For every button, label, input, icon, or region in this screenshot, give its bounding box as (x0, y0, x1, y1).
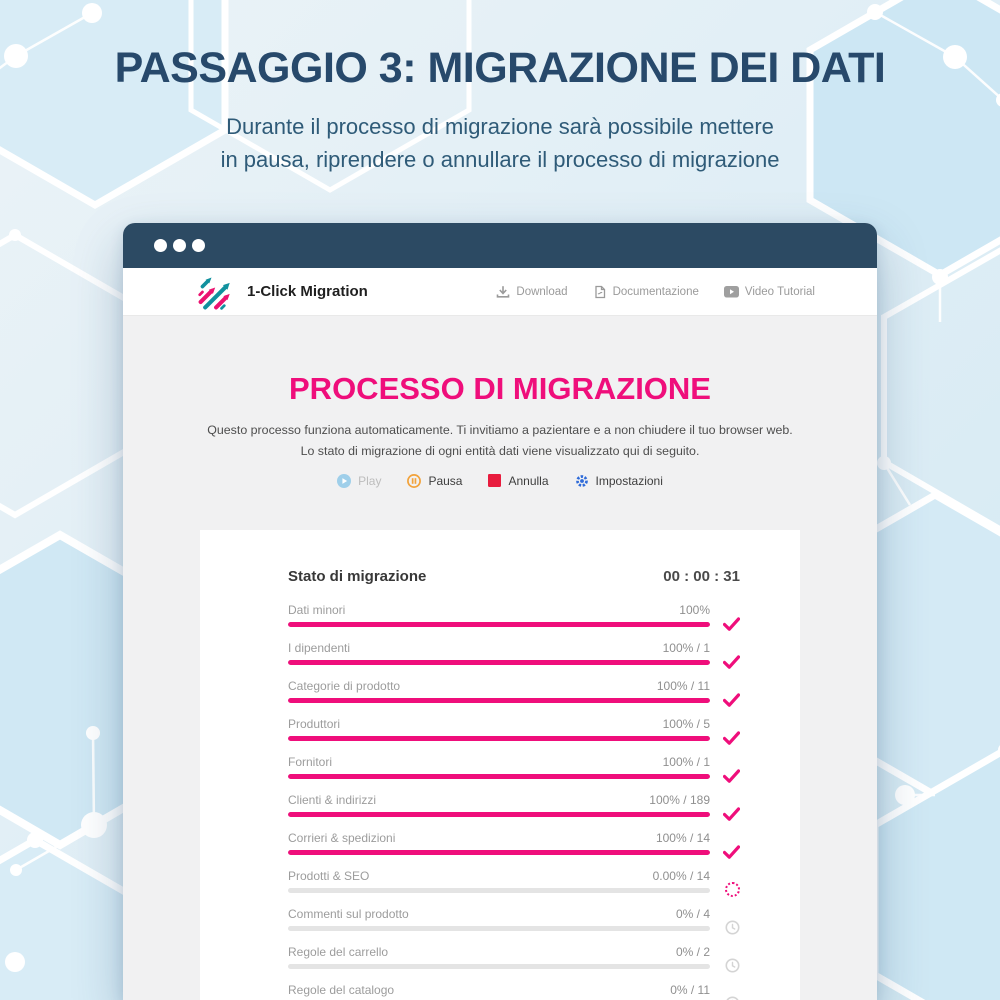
migration-controls (337, 474, 663, 488)
page-title: PASSAGGIO 3: MIGRAZIONE DEI DATI (114, 44, 886, 92)
spinner-icon (725, 882, 740, 897)
browser-window (123, 223, 877, 1000)
migration-row (288, 793, 740, 817)
progress-bar (288, 736, 710, 741)
progress-bar-fill (288, 698, 710, 703)
nav-item-label: Documentazione (612, 285, 699, 298)
entity-progress-value: 0.00% / 14 (652, 868, 710, 883)
migration-row (288, 717, 740, 741)
entity-label: Corrieri & spedizioni (288, 830, 396, 845)
clock-icon (725, 958, 740, 973)
pause-button-label: Pausa (428, 473, 463, 488)
progress-bar (288, 888, 710, 893)
migration-row (288, 641, 740, 665)
migration-description-line1: Questo processo funziona automaticamente. Ti invitiamo a pazientare e a non chiudere il tuo browser web. (207, 423, 793, 437)
check-icon (723, 731, 740, 745)
progress-bar (288, 926, 710, 931)
entity-label: Regole del catalogo (288, 982, 395, 997)
migration-row (288, 869, 740, 893)
play-button-label: Play (358, 473, 382, 488)
play-icon (337, 474, 351, 488)
migration-row (288, 983, 740, 1000)
check-icon (723, 693, 740, 707)
migration-status-card (200, 530, 800, 1000)
check-icon (723, 807, 740, 821)
elapsed-timer: 00 : 00 : 31 (663, 567, 740, 585)
entity-label: Produttori (288, 716, 341, 731)
entity-progress-value: 0% / 11 (670, 982, 710, 997)
migration-description-line2: Lo stato di migrazione di ogni entità dati viene visualizzato qui di seguito. (300, 444, 700, 459)
nav-item-video-tutorial[interactable] (724, 286, 815, 298)
app-title: 1-Click Migration (247, 283, 368, 300)
video-play-icon (724, 286, 739, 298)
progress-bar-fill (288, 660, 710, 665)
pdf-document-icon (593, 285, 607, 299)
entity-progress-value: 100% (679, 602, 710, 617)
progress-bar (288, 660, 710, 665)
app-brand (197, 272, 368, 312)
status-card-header (288, 568, 740, 585)
window-dot-icon (173, 239, 186, 252)
migration-arrows-logo-icon (197, 272, 237, 312)
entity-progress-value: 100% / 11 (656, 678, 710, 693)
entity-progress-value: 0% / 2 (675, 944, 710, 959)
check-icon (723, 845, 740, 859)
entity-label: Prodotti & SEO (288, 868, 370, 883)
play-button[interactable] (337, 474, 381, 488)
check-icon (723, 617, 740, 631)
browser-titlebar (123, 223, 877, 268)
entity-label: Clienti & indirizzi (288, 792, 377, 807)
app-nav (496, 285, 815, 299)
entity-progress-value: 100% / 14 (655, 830, 710, 845)
entity-label: Regole del carrello (288, 944, 389, 959)
check-icon (723, 655, 740, 669)
progress-bar (288, 850, 710, 855)
entity-progress-value: 100% / 5 (662, 716, 710, 731)
nav-item-label: Video Tutorial (744, 285, 815, 298)
window-dot-icon (192, 239, 205, 252)
migration-row (288, 603, 740, 627)
nav-item-label: Download (516, 285, 568, 298)
settings-button-label: Impostazioni (595, 473, 663, 488)
entity-label: Fornitori (288, 754, 333, 769)
window-dot-icon (154, 239, 167, 252)
settings-gear-icon (575, 474, 589, 488)
download-icon (496, 285, 510, 299)
migration-rows (288, 603, 740, 1000)
cancel-button[interactable] (488, 474, 548, 488)
progress-bar (288, 812, 710, 817)
progress-bar (288, 964, 710, 969)
cancel-button-label: Annulla (508, 473, 549, 488)
migration-row (288, 679, 740, 703)
progress-bar-fill (288, 736, 710, 741)
entity-progress-value: 100% / 1 (662, 640, 710, 655)
progress-bar (288, 622, 710, 627)
entity-progress-value: 100% / 189 (649, 792, 710, 807)
progress-bar-fill (288, 622, 710, 627)
progress-bar-fill (288, 812, 710, 817)
nav-item-documentation[interactable] (593, 285, 699, 299)
migration-row (288, 755, 740, 779)
page-subtitle-line1: Durante il processo di migrazione sarà possibile mettere (226, 114, 774, 139)
nav-item-download[interactable] (496, 285, 567, 299)
check-icon (723, 769, 740, 783)
progress-bar (288, 698, 710, 703)
progress-bar-fill (288, 850, 710, 855)
migration-row (288, 907, 740, 931)
entity-label: Dati minori (288, 602, 346, 617)
cancel-icon (488, 474, 501, 487)
migration-heading: PROCESSO DI MIGRAZIONE (289, 371, 711, 406)
migration-row (288, 945, 740, 969)
page-subtitle (0, 111, 1000, 176)
entity-label: I dipendenti (288, 640, 351, 655)
migration-description (207, 420, 792, 463)
settings-button[interactable] (575, 474, 663, 488)
progress-bar-fill (288, 774, 710, 779)
entity-label: Commenti sul prodotto (288, 906, 409, 921)
clock-icon (725, 920, 740, 935)
page-subtitle-line2: in pausa, riprendere o annullare il processo di migrazione (220, 146, 780, 172)
pause-button[interactable] (407, 474, 462, 488)
pause-icon (407, 474, 421, 488)
status-card-title: Stato di migrazione (288, 567, 427, 585)
migration-row (288, 831, 740, 855)
migration-page (123, 316, 877, 1000)
clock-icon (725, 996, 740, 1000)
app-header (123, 268, 877, 316)
entity-label: Categorie di prodotto (288, 678, 401, 693)
entity-progress-value: 0% / 4 (675, 906, 710, 921)
progress-bar (288, 774, 710, 779)
entity-progress-value: 100% / 1 (662, 754, 710, 769)
